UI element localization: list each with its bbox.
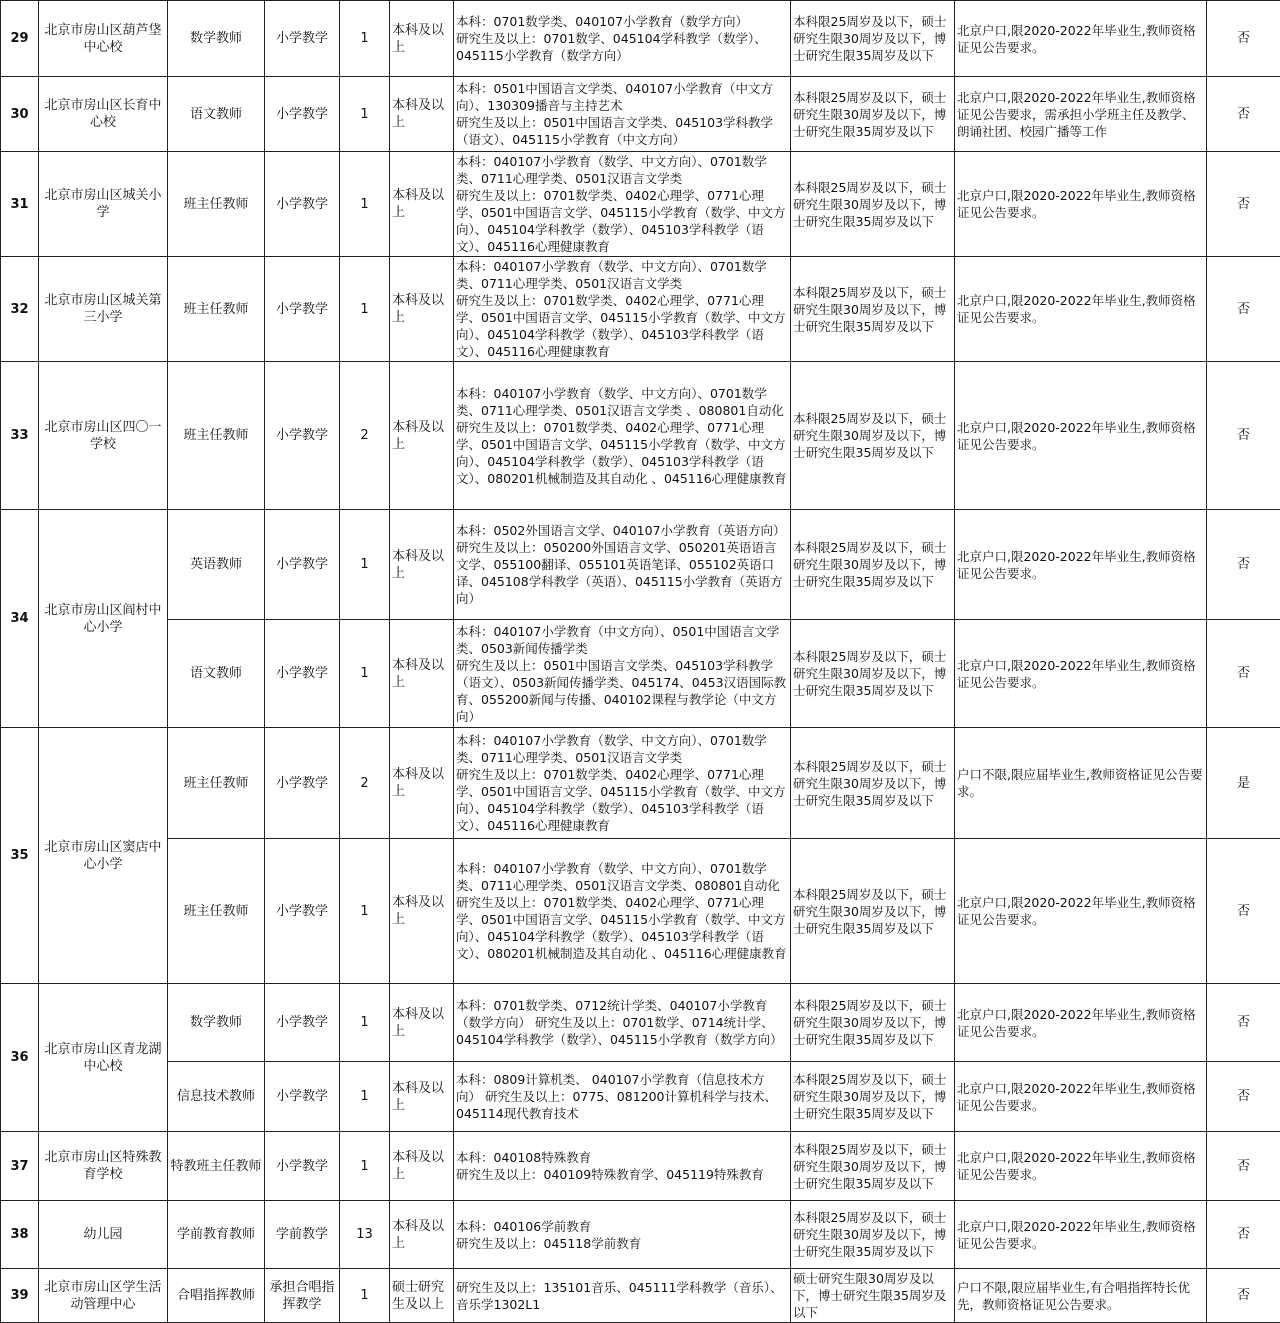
post-type: 小学教学	[265, 152, 340, 257]
age-requirement: 本科限25周岁及以下，硕士研究生限30周岁及以下，博士研究生限35周岁及以下	[791, 152, 955, 257]
table-row	[1, 1, 1280, 77]
hire-count: 1	[340, 1062, 390, 1132]
other-requirement: 北京户口,限2020-2022年毕业生,教师资格证见公告要求。	[955, 839, 1207, 984]
school-name: 北京市房山区城关第三小学	[39, 257, 168, 362]
post-type: 小学教学	[265, 1062, 340, 1132]
row-number: 38	[1, 1201, 39, 1269]
major-requirement: 本科：040108特殊教育 研究生及以上：040109特殊教育学、045119特殊教育	[454, 1132, 791, 1201]
row-number: 30	[1, 77, 39, 152]
table-row	[1, 839, 1280, 984]
hire-count: 2	[340, 728, 390, 839]
row-number: 35	[1, 728, 39, 984]
education-level: 本科及以上	[390, 1062, 454, 1132]
flag-cell: 否	[1207, 620, 1280, 728]
post-type: 小学教学	[265, 984, 340, 1062]
row-number: 29	[1, 1, 39, 77]
flag-cell: 否	[1207, 1269, 1280, 1323]
major-requirement: 本科：040107小学教育（数学、中文方向）、0701数学类、0711心理学类、0501汉语言文学类 研究生及以上：0701数学类、0402心理学、0771心理学、0501中国语言文学、045115小学教育（数学、中文方向）、045104学科教学（数学）、045103学科教学（语文）、045116心理健康教育	[454, 728, 791, 839]
flag-cell: 否	[1207, 152, 1280, 257]
education-level: 本科及以上	[390, 362, 454, 510]
post-name: 班主任教师	[168, 152, 265, 257]
school-name: 北京市房山区四〇一学校	[39, 362, 168, 510]
table-row	[1, 984, 1280, 1062]
education-level: 本科及以上	[390, 257, 454, 362]
major-requirement: 本科：0502外国语言文学、040107小学教育（英语方向） 研究生及以上：050200外国语言文学、050201英语语言文学、055100翻译、055101英语笔译、055102英语口译、045108学科教学（英语）、045115小学教育（英语方向）	[454, 510, 791, 620]
table-row	[1, 1132, 1280, 1201]
other-requirement: 北京户口,限2020-2022年毕业生,教师资格证见公告要求。	[955, 152, 1207, 257]
post-type: 小学教学	[265, 257, 340, 362]
post-type: 小学教学	[265, 362, 340, 510]
post-type: 小学教学	[265, 1, 340, 77]
flag-cell: 否	[1207, 77, 1280, 152]
table-row	[1, 362, 1280, 510]
school-name: 北京市房山区葫芦垡中心校	[39, 1, 168, 77]
post-name: 信息技术教师	[168, 1062, 265, 1132]
other-requirement: 北京户口,限2020-2022年毕业生,教师资格证见公告要求。	[955, 620, 1207, 728]
flag-cell: 否	[1207, 984, 1280, 1062]
post-name: 班主任教师	[168, 257, 265, 362]
hire-count: 1	[340, 257, 390, 362]
hire-count: 1	[340, 152, 390, 257]
post-name: 英语教师	[168, 510, 265, 620]
hire-count: 13	[340, 1201, 390, 1269]
hire-count: 1	[340, 620, 390, 728]
age-requirement: 硕士研究生限30周岁及以下，博士研究生限35周岁及以下	[791, 1269, 955, 1323]
flag-cell: 否	[1207, 1, 1280, 77]
school-name: 北京市房山区长育中心校	[39, 77, 168, 152]
hire-count: 1	[340, 1269, 390, 1323]
post-type: 学前教学	[265, 1201, 340, 1269]
post-type: 小学教学	[265, 510, 340, 620]
post-type: 小学教学	[265, 839, 340, 984]
education-level: 本科及以上	[390, 620, 454, 728]
major-requirement: 本科：040107小学教育（数学、中文方向）、0701数学类、0711心理学类、0501汉语言文学类、080801自动化 研究生及以上：0701数学类、0402心理学、0771心理学、0501中国语言文学、045115小学教育（数学、中文方向）、045104学科教学（数学）、045103学科教学（语文）、080201机械制造及其自动化 、045116心理健康教育	[454, 839, 791, 984]
education-level: 本科及以上	[390, 77, 454, 152]
post-type: 小学教学	[265, 728, 340, 839]
major-requirement: 本科：040107小学教育（数学、中文方向）、0701数学类、0711心理学类、0501汉语言文学类 、080801自动化 研究生及以上：0701数学类、0402心理学、0771心理学、0501中国语言文学、045115小学教育（数学、中文方向）、045104学科教学（数学）、045103学科教学（语文）、080201机械制造及其自动化 、045116心理健康教育	[454, 362, 791, 510]
other-requirement: 户口不限,限应届毕业生,有合唱指挥特长优先，教师资格证见公告要求。	[955, 1269, 1207, 1323]
flag-cell: 否	[1207, 362, 1280, 510]
hire-count: 1	[340, 510, 390, 620]
row-number: 32	[1, 257, 39, 362]
education-level: 本科及以上	[390, 1201, 454, 1269]
other-requirement: 北京户口,限2020-2022年毕业生,教师资格证见公告要求。	[955, 1132, 1207, 1201]
post-name: 语文教师	[168, 77, 265, 152]
post-name: 合唱指挥教师	[168, 1269, 265, 1323]
age-requirement: 本科限25周岁及以下，硕士研究生限30周岁及以下，博士研究生限35周岁及以下	[791, 620, 955, 728]
major-requirement: 本科：040107小学教育（中文方向）、0501中国语言文学类、0503新闻传播学类 研究生及以上：0501中国语言文学类、045103学科教学（语文）、0503新闻传播学类、045174、0453汉语国际教育、055200新闻与传播、040102课程与教学论（中文方向）	[454, 620, 791, 728]
post-type: 小学教学	[265, 620, 340, 728]
education-level: 本科及以上	[390, 728, 454, 839]
flag-cell: 否	[1207, 1132, 1280, 1201]
age-requirement: 本科限25周岁及以下，硕士研究生限30周岁及以下，博士研究生限35周岁及以下	[791, 257, 955, 362]
age-requirement: 本科限25周岁及以下，硕士研究生限30周岁及以下，博士研究生限35周岁及以下	[791, 1132, 955, 1201]
post-name: 数学教师	[168, 984, 265, 1062]
age-requirement: 本科限25周岁及以下，硕士研究生限30周岁及以下，博士研究生限35周岁及以下	[791, 510, 955, 620]
age-requirement: 本科限25周岁及以下，硕士研究生限30周岁及以下，博士研究生限35周岁及以下	[791, 839, 955, 984]
hire-count: 1	[340, 1132, 390, 1201]
post-name: 学前教育教师	[168, 1201, 265, 1269]
post-name: 语文教师	[168, 620, 265, 728]
major-requirement: 研究生及以上：135101音乐、045111学科教学（音乐）、音乐学1302L1	[454, 1269, 791, 1323]
education-level: 本科及以上	[390, 839, 454, 984]
row-number: 36	[1, 984, 39, 1132]
row-number: 39	[1, 1269, 39, 1323]
school-name: 北京市房山区窦店中心小学	[39, 728, 168, 984]
education-level: 本科及以上	[390, 1, 454, 77]
education-level: 本科及以上	[390, 510, 454, 620]
flag-cell: 是	[1207, 728, 1280, 839]
post-name: 班主任教师	[168, 728, 265, 839]
age-requirement: 本科限25周岁及以下，硕士研究生限30周岁及以下，博士研究生限35周岁及以下	[791, 77, 955, 152]
school-name: 北京市房山区青龙湖中心校	[39, 984, 168, 1132]
post-type: 小学教学	[265, 1132, 340, 1201]
row-number: 33	[1, 362, 39, 510]
age-requirement: 本科限25周岁及以下，硕士研究生限30周岁及以下，博士研究生限35周岁及以下	[791, 984, 955, 1062]
other-requirement: 北京户口,限2020-2022年毕业生,教师资格证见公告要求。	[955, 984, 1207, 1062]
education-level: 本科及以上	[390, 1132, 454, 1201]
age-requirement: 本科限25周岁及以下，硕士研究生限30周岁及以下，博士研究生限35周岁及以下	[791, 1062, 955, 1132]
school-name: 北京市房山区学生活动管理中心	[39, 1269, 168, 1323]
other-requirement: 北京户口,限2020-2022年毕业生,教师资格证见公告要求。	[955, 1, 1207, 77]
hire-count: 2	[340, 362, 390, 510]
flag-cell: 否	[1207, 1062, 1280, 1132]
post-name: 数学教师	[168, 1, 265, 77]
hire-count: 1	[340, 839, 390, 984]
other-requirement: 北京户口,限2020-2022年毕业生,教师资格证见公告要求。	[955, 257, 1207, 362]
hire-count: 1	[340, 1, 390, 77]
major-requirement: 本科：0701数学类、0712统计学类、040107小学教育（数学方向） 研究生及以上：0701数学、0714统计学、045104学科教学（数学）、045115小学教育（数学方向）	[454, 984, 791, 1062]
major-requirement: 本科：0701数学类、040107小学教育（数学方向） 研究生及以上：0701数学、045104学科教学（数学）、045115小学教育（数学方向）	[454, 1, 791, 77]
school-name: 北京市房山区城关小学	[39, 152, 168, 257]
post-name: 特教班主任教师	[168, 1132, 265, 1201]
major-requirement: 本科：040106学前教育 研究生及以上：045118学前教育	[454, 1201, 791, 1269]
table-row	[1, 728, 1280, 839]
table-row	[1, 1062, 1280, 1132]
row-number: 37	[1, 1132, 39, 1201]
other-requirement: 北京户口,限2020-2022年毕业生,教师资格证见公告要求。	[955, 510, 1207, 620]
school-name: 北京市房山区特殊教育学校	[39, 1132, 168, 1201]
table-row	[1, 152, 1280, 257]
table-row	[1, 77, 1280, 152]
table-row	[1, 1201, 1280, 1269]
other-requirement: 北京户口,限2020-2022年毕业生,教师资格证见公告要求，需承担小学班主任及教学、朗诵社团、校园广播等工作	[955, 77, 1207, 152]
major-requirement: 本科：0501中国语言文学类、040107小学教育（中文方向）、130309播音与主持艺术 研究生及以上：0501中国语言文学类、045103学科教学（语文）、045115小学教育（中文方向）	[454, 77, 791, 152]
other-requirement: 户口不限,限应届毕业生,教师资格证见公告要求。	[955, 728, 1207, 839]
table-row	[1, 257, 1280, 362]
flag-cell: 否	[1207, 839, 1280, 984]
flag-cell: 否	[1207, 1201, 1280, 1269]
age-requirement: 本科限25周岁及以下，硕士研究生限30周岁及以下，博士研究生限35周岁及以下	[791, 1, 955, 77]
hire-count: 1	[340, 984, 390, 1062]
post-type: 小学教学	[265, 77, 340, 152]
school-name: 北京市房山区阎村中心小学	[39, 510, 168, 728]
education-level: 硕士研究生及以上	[390, 1269, 454, 1323]
other-requirement: 北京户口,限2020-2022年毕业生,教师资格证见公告要求。	[955, 1201, 1207, 1269]
row-number: 31	[1, 152, 39, 257]
post-name: 班主任教师	[168, 839, 265, 984]
table-row	[1, 510, 1280, 620]
school-name: 幼儿园	[39, 1201, 168, 1269]
other-requirement: 北京户口,限2020-2022年毕业生,教师资格证见公告要求。	[955, 362, 1207, 510]
post-name: 班主任教师	[168, 362, 265, 510]
education-level: 本科及以上	[390, 152, 454, 257]
table-row	[1, 1269, 1280, 1323]
education-level: 本科及以上	[390, 984, 454, 1062]
major-requirement: 本科：0809计算机类、 040107小学教育（信息技术方向） 研究生及以上：0775、081200计算机科学与技术、045114现代教育技术	[454, 1062, 791, 1132]
age-requirement: 本科限25周岁及以下，硕士研究生限30周岁及以下，博士研究生限35周岁及以下	[791, 362, 955, 510]
age-requirement: 本科限25周岁及以下，硕士研究生限30周岁及以下，博士研究生限35周岁及以下	[791, 1201, 955, 1269]
other-requirement: 北京户口,限2020-2022年毕业生,教师资格证见公告要求。	[955, 1062, 1207, 1132]
major-requirement: 本科：040107小学教育（数学、中文方向）、0701数学类、0711心理学类、0501汉语言文学类 研究生及以上：0701数学类、0402心理学、0771心理学、0501中国语言文学、045115小学教育（数学、中文方向）、045104学科教学（数学）、045103学科教学（语文）、045116心理健康教育	[454, 257, 791, 362]
hire-count: 1	[340, 77, 390, 152]
major-requirement: 本科：040107小学教育（数学、中文方向）、0701数学类、0711心理学类、0501汉语言文学类 研究生及以上：0701数学类、0402心理学、0771心理学、0501中国语言文学、045115小学教育（数学、中文方向）、045104学科教学（数学）、045103学科教学（语文）、045116心理健康教育	[454, 152, 791, 257]
row-number: 34	[1, 510, 39, 728]
flag-cell: 否	[1207, 257, 1280, 362]
flag-cell: 否	[1207, 510, 1280, 620]
post-type: 承担合唱指挥教学	[265, 1269, 340, 1323]
table-row	[1, 620, 1280, 728]
age-requirement: 本科限25周岁及以下，硕士研究生限30周岁及以下，博士研究生限35周岁及以下	[791, 728, 955, 839]
